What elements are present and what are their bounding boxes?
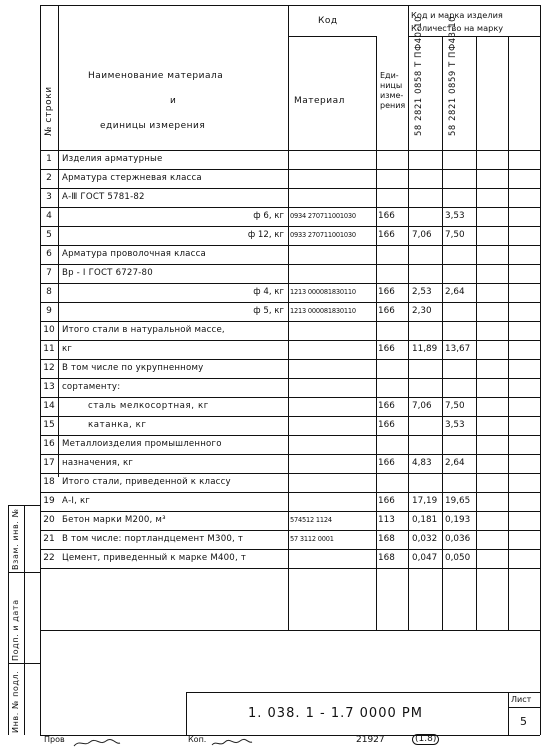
row-material: 1213 000081830110 — [290, 288, 356, 296]
row-qty-mark1 — [412, 378, 442, 397]
row-name: А-Ⅲ ГОСТ 5781-82 — [62, 192, 145, 202]
unit-header-1: Еди- — [380, 71, 399, 80]
table-row — [0, 454, 545, 473]
row-number: 13 — [43, 382, 55, 392]
row-material — [290, 378, 376, 397]
row-qty-mark1: 0,047 — [412, 553, 438, 563]
checked-label: Пров — [44, 735, 65, 744]
row-name: Изделия арматурные — [62, 154, 163, 164]
row-unit: 166 — [378, 344, 395, 354]
sheet-number: 5 — [520, 715, 527, 728]
row-number: 5 — [46, 230, 52, 240]
row-unit — [378, 321, 406, 340]
table-row — [0, 511, 545, 530]
row-material — [290, 150, 376, 169]
row-qty-mark2: 0,193 — [445, 515, 471, 525]
copied-signature — [210, 733, 254, 743]
row-material: 57 3112 0001 — [290, 535, 334, 543]
row-qty-mark1 — [412, 416, 442, 435]
mark2-header: 58 2821 0859 Т ПФ43-10 — [447, 15, 457, 136]
row-name: Итого стали, приведенной к классу — [62, 477, 231, 487]
row-material: 0933 270711001030 — [290, 231, 356, 239]
row-qty-mark2 — [445, 473, 475, 492]
row-name: ф 5, кг — [253, 306, 284, 316]
row-number: 3 — [46, 192, 52, 202]
row-qty-mark1: 0,181 — [412, 515, 438, 525]
row-unit: 168 — [378, 553, 395, 563]
row-name: Арматура стержневая класса — [62, 173, 202, 183]
table-row — [0, 359, 545, 378]
row-material: 0934 270711001030 — [290, 212, 356, 220]
row-qty-mark2 — [445, 150, 475, 169]
row-qty-mark2: 0,050 — [445, 553, 471, 563]
row-qty-mark1: 7,06 — [412, 230, 432, 240]
row-material — [290, 340, 376, 359]
row-name: Вр - Ⅰ ГОСТ 6727-80 — [62, 268, 153, 278]
name-header-line2: и — [170, 96, 177, 106]
row-qty-mark1 — [412, 150, 442, 169]
row-qty-mark2: 0,036 — [445, 534, 471, 544]
row-name: ф 4, кг — [253, 287, 284, 297]
sign-date-label: Подп. и дата — [11, 599, 20, 661]
row-unit: 166 — [378, 496, 395, 506]
table-row — [0, 188, 545, 207]
row-unit: 166 — [378, 306, 395, 316]
row-qty-mark1 — [412, 473, 442, 492]
row-material — [290, 454, 376, 473]
sheet-label: Лист — [511, 695, 532, 704]
unit-header-4: рения — [380, 101, 406, 110]
row-number: 8 — [46, 287, 52, 297]
row-material: 574512 1124 — [290, 516, 332, 524]
table-row — [0, 169, 545, 188]
row-unit: 168 — [378, 534, 395, 544]
material-header: Материал — [294, 96, 345, 106]
row-name: Арматура проволочная класса — [62, 249, 206, 259]
row-number: 1 — [46, 154, 52, 164]
row-unit: 113 — [378, 515, 395, 525]
archive-number: 21927 — [356, 735, 385, 745]
table-row — [0, 150, 545, 169]
row-number-header: № строки — [44, 86, 54, 136]
row-unit: 166 — [378, 420, 395, 430]
row-qty-mark2: 13,67 — [445, 344, 471, 354]
row-unit: 166 — [378, 230, 395, 240]
name-header-line1: Наименование материала — [88, 71, 224, 81]
table-row — [0, 226, 545, 245]
row-number: 4 — [46, 211, 52, 221]
row-material — [290, 549, 376, 568]
row-name: Бетон марки М200, м³ — [62, 515, 166, 525]
row-unit: 166 — [378, 458, 395, 468]
row-material — [290, 359, 376, 378]
format-mark: (1.8) — [412, 734, 439, 745]
row-number: 2 — [46, 173, 52, 183]
row-name: кг — [62, 344, 73, 354]
row-qty-mark2 — [445, 321, 475, 340]
row-qty-mark2: 7,50 — [445, 401, 465, 411]
replace-inv-label: Взам. инв. № — [11, 508, 20, 570]
document-designation: 1. 038. 1 - 1.7 0000 РМ — [248, 706, 423, 721]
row-qty-mark2 — [445, 302, 475, 321]
row-number: 17 — [43, 458, 55, 468]
copied-label: Коп. — [188, 735, 207, 744]
row-qty-mark2: 3,53 — [445, 211, 465, 221]
row-qty-mark1: 2,30 — [412, 306, 432, 316]
row-qty-mark2 — [445, 359, 475, 378]
row-number: 15 — [43, 420, 55, 430]
table-row — [0, 492, 545, 511]
row-name: сталь мелкосортная, кг — [88, 401, 209, 411]
table-row — [0, 302, 545, 321]
row-name: В том числе: портландцемент М300, т — [62, 534, 244, 544]
row-name: Итого стали в натуральной массе, — [62, 325, 225, 335]
row-qty-mark2 — [445, 245, 475, 264]
row-qty-mark1: 17,19 — [412, 496, 438, 506]
row-unit: 166 — [378, 401, 395, 411]
row-qty-mark2: 3,53 — [445, 420, 465, 430]
row-unit — [378, 264, 406, 283]
unit-header-2: ницы — [380, 81, 403, 90]
row-qty-mark2: 2,64 — [445, 287, 465, 297]
row-material — [290, 416, 376, 435]
table-row — [0, 435, 545, 454]
row-name: назначения, кг — [62, 458, 134, 468]
row-name: В том числе по укрупненному — [62, 363, 204, 373]
row-number: 19 — [43, 496, 55, 506]
row-material — [290, 188, 376, 207]
table-row — [0, 378, 545, 397]
row-qty-mark2 — [445, 169, 475, 188]
row-material: 1213 000081830110 — [290, 307, 356, 315]
checked-signature — [72, 733, 122, 743]
row-name: Цемент, приведенный к марке М400, т — [62, 553, 247, 563]
row-qty-mark1 — [412, 264, 442, 283]
row-unit — [378, 188, 406, 207]
table-row — [0, 245, 545, 264]
table-row — [0, 340, 545, 359]
row-qty-mark1: 11,89 — [412, 344, 438, 354]
mark1-header: 58 2821 0858 Т ПФ40-10 — [413, 15, 423, 136]
row-material — [290, 473, 376, 492]
row-unit: 166 — [378, 287, 395, 297]
row-qty-mark2: 19,65 — [445, 496, 471, 506]
row-unit — [378, 473, 406, 492]
table-row — [0, 397, 545, 416]
row-name: катанка, кг — [88, 420, 147, 430]
row-qty-mark1: 7,06 — [412, 401, 432, 411]
row-qty-mark2 — [445, 378, 475, 397]
row-material — [290, 397, 376, 416]
row-unit — [378, 435, 406, 454]
row-number: 7 — [46, 268, 52, 278]
row-unit: 166 — [378, 211, 395, 221]
row-qty-mark1: 4,83 — [412, 458, 432, 468]
row-qty-mark1: 0,032 — [412, 534, 438, 544]
row-qty-mark2: 2,64 — [445, 458, 465, 468]
table-row — [0, 264, 545, 283]
table-row — [0, 283, 545, 302]
row-unit — [378, 378, 406, 397]
row-qty-mark1 — [412, 169, 442, 188]
row-qty-mark1 — [412, 359, 442, 378]
row-number: 18 — [43, 477, 55, 487]
row-name: А-Ⅰ, кг — [62, 496, 91, 506]
table-row — [0, 321, 545, 340]
code-mark-title: Код и марка изделия — [411, 10, 503, 20]
row-material — [290, 264, 376, 283]
row-unit — [378, 150, 406, 169]
row-material — [290, 435, 376, 454]
row-name: ф 6, кг — [253, 211, 284, 221]
row-material — [290, 321, 376, 340]
row-name: сортаменту: — [62, 382, 121, 392]
row-unit — [378, 169, 406, 188]
row-qty-mark1 — [412, 321, 442, 340]
code-header: Код — [318, 16, 338, 26]
table-row — [0, 416, 545, 435]
inv-no-label: Инв. № подл. — [11, 670, 20, 733]
row-name: ф 12, кг — [247, 230, 284, 240]
table-row — [0, 207, 545, 226]
row-number: 12 — [43, 363, 55, 373]
row-number: 20 — [43, 515, 55, 525]
row-qty-mark1: 2,53 — [412, 287, 432, 297]
unit-header-3: изме- — [380, 91, 404, 100]
row-number: 21 — [43, 534, 55, 544]
row-number: 10 — [43, 325, 55, 335]
row-qty-mark1 — [412, 207, 442, 226]
row-number: 6 — [46, 249, 52, 259]
row-material — [290, 492, 376, 511]
row-qty-mark2 — [445, 188, 475, 207]
row-number: 9 — [46, 306, 52, 316]
table-row — [0, 530, 545, 549]
table-row — [0, 473, 545, 492]
row-number: 22 — [43, 553, 55, 563]
row-number: 16 — [43, 439, 55, 449]
table-row — [0, 549, 545, 568]
name-header-line3: единицы измерения — [100, 121, 206, 131]
row-unit — [378, 245, 406, 264]
row-separator — [40, 568, 540, 569]
row-name: Металлоизделия промышленного — [62, 439, 222, 449]
row-qty-mark1 — [412, 188, 442, 207]
row-number: 14 — [43, 401, 55, 411]
row-qty-mark2 — [445, 264, 475, 283]
row-qty-mark1 — [412, 245, 442, 264]
row-unit — [378, 359, 406, 378]
row-qty-mark2: 7,50 — [445, 230, 465, 240]
row-qty-mark1 — [412, 435, 442, 454]
row-number: 11 — [43, 344, 55, 354]
quantity-per-mark: Количество на марку — [411, 23, 504, 33]
row-qty-mark2 — [445, 435, 475, 454]
row-material — [290, 245, 376, 264]
row-material — [290, 169, 376, 188]
